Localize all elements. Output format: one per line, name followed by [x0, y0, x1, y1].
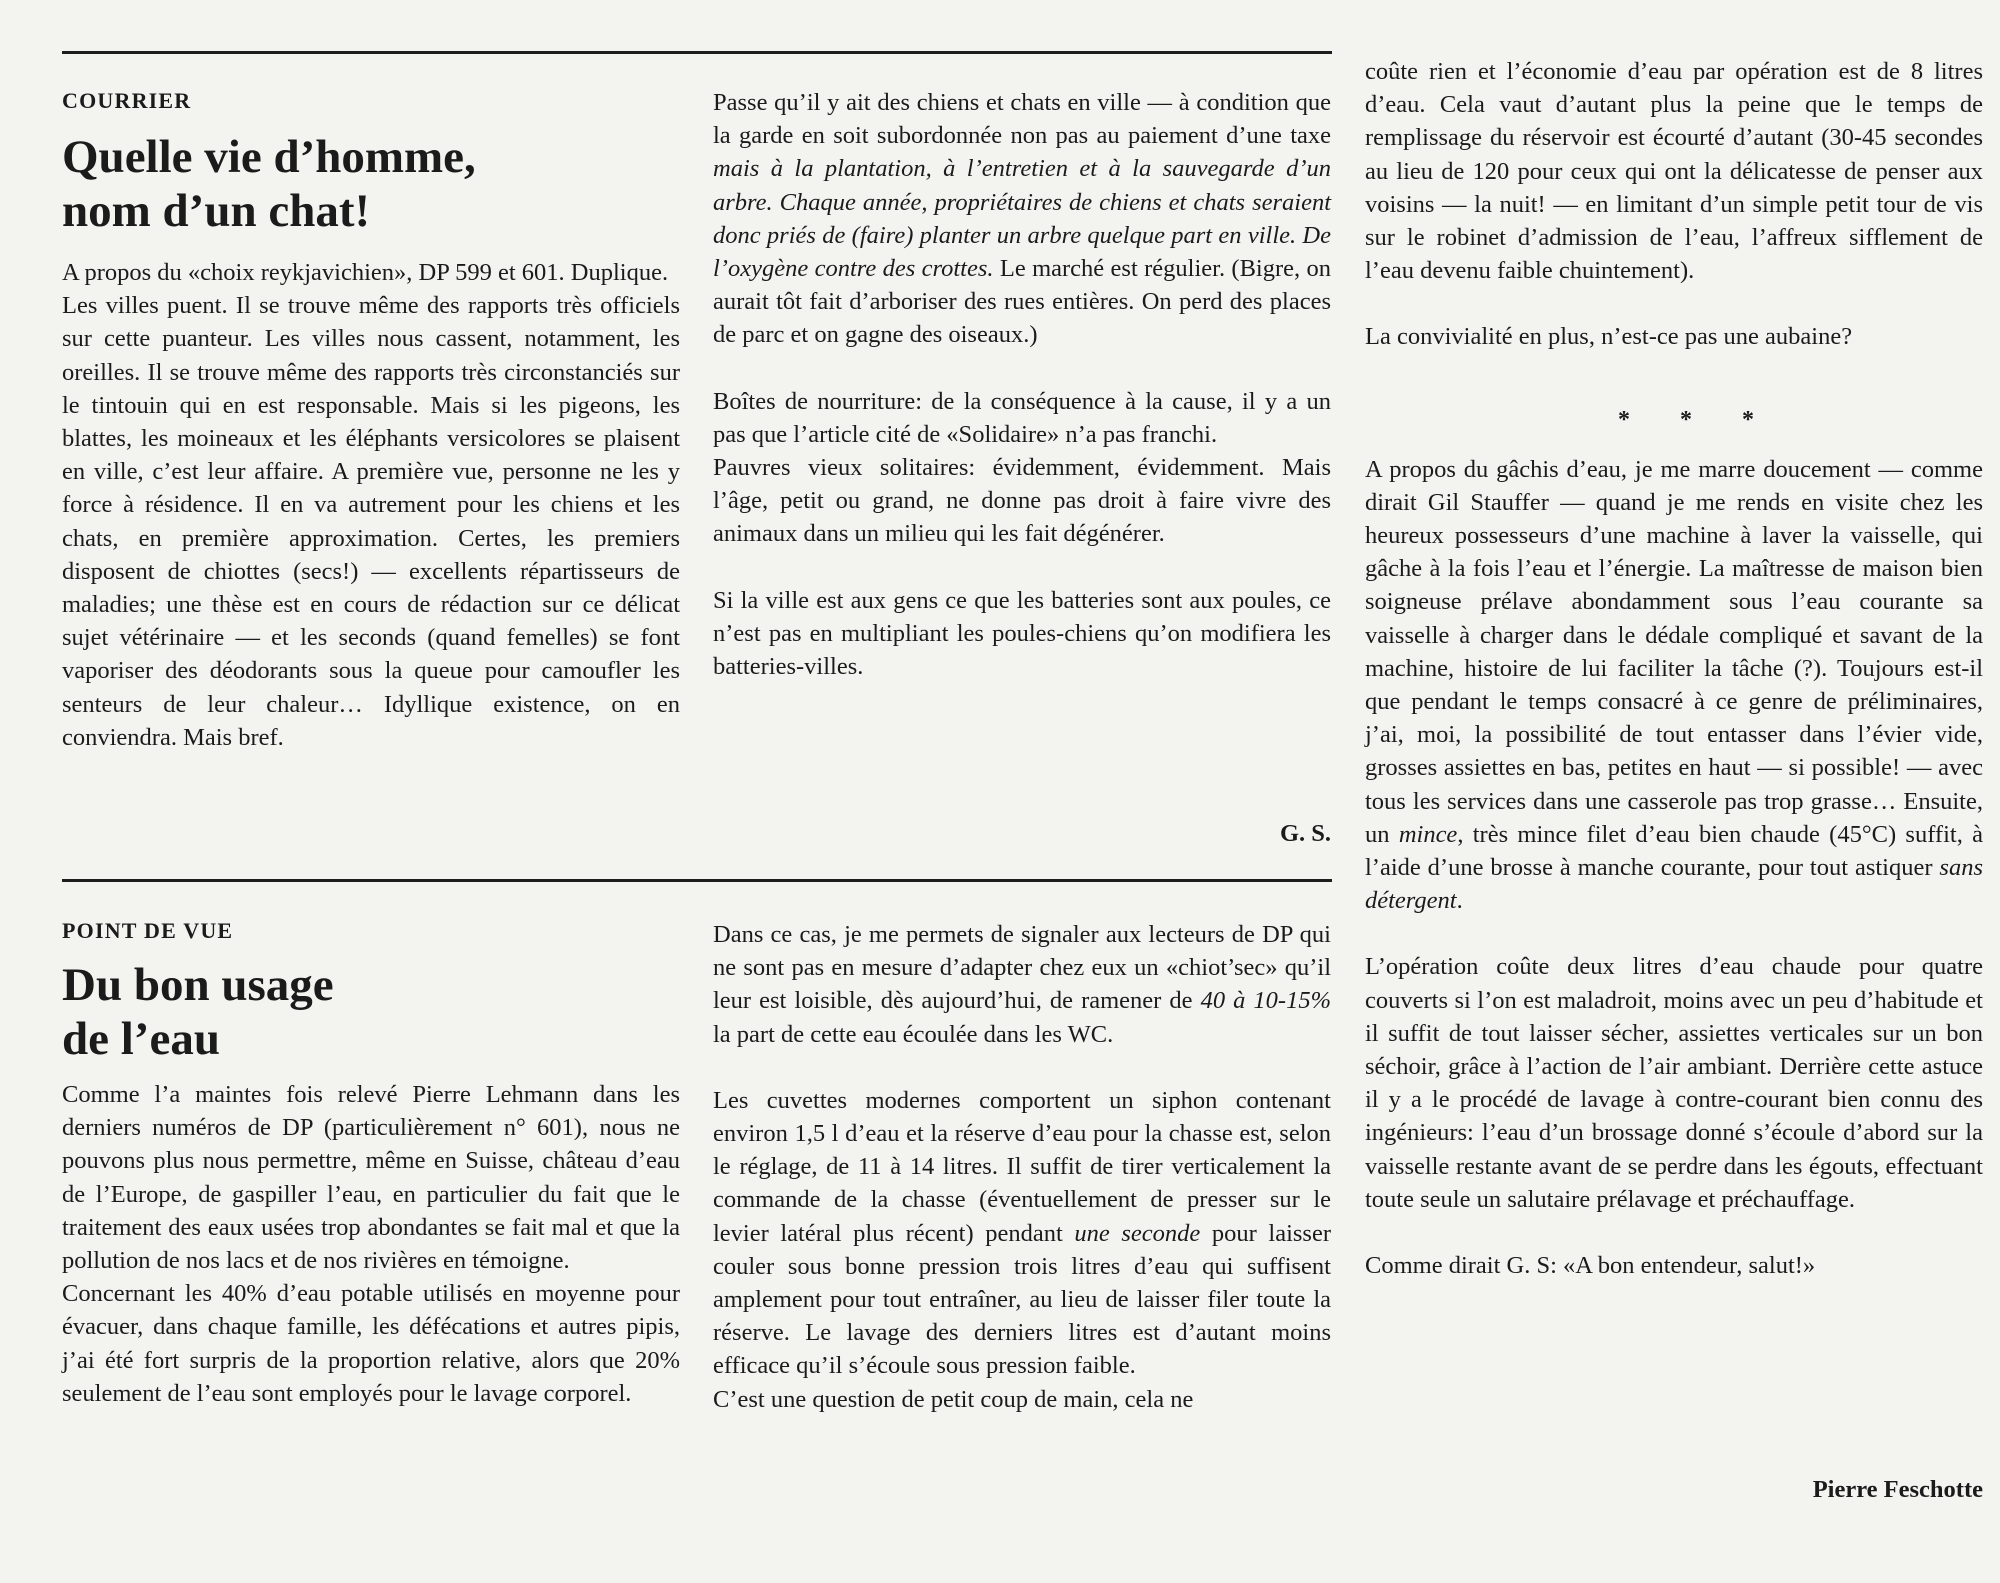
title-line-2: nom d’un chat! [62, 185, 371, 237]
paragraph: Comme l’a maintes fois relevé Pierre Lehmann dans les derniers numéros de DP (particulièrement n° 601), nous ne pouvons plus nous permettre, même en Suisse, château d’eau de l’Europe, de gaspiller l’eau, en particulier du fait que le traitement des eaux usées trop abondantes se fait mal et que la pollution de nos lacs et de nos rivières en témoigne. [62, 1081, 680, 1275]
section-divider-stars: * * * [1618, 407, 1776, 433]
paragraph: La convivialité en plus, n’est-ce pas une aubaine? [1365, 323, 1853, 351]
paragraph: coûte rien et l’économie d’eau par opération est de 8 litres d’eau. Cela vaut d’autant plus la peine que le temps de remplissage du réservoir est écourté d’autant (30-45 secondes au lieu de 120 pour ceux qui ont la délicatesse de penser aux voisins — la nuit! — en limitant d’un simple petit tour de vis sur le robinet d’admission de l’eau, l’affreux sifflement de l’eau devenu faible chuintement). [1365, 58, 1983, 285]
paragraph: Les villes puent. Il se trouve même des rapports très officiels sur cette puanteur. Les villes nous cassent, notamment, les oreilles. Il se trouve même des rapports très circonstanciés sur le tintouin qui en est responsable. Mais si les pigeons, les blattes, les moineaux et les éléphants versicolores se plaisent en ville, c’est leur affaire. A première vue, personne ne les y force à résidence. Il en va autrement pour les chiens et les chats, en première approximation. Certes, les premiers disposent de chiottes (secs!) — excellents répartisseurs de maladies; une thèse est en cours de rédaction sur ce délicat sujet vétérinaire — et les seconds (quand femelles) se font vaporiser des déodorants sous la queue pour camoufler les senteurs de leur chaleur… Idyllique existence, on en conviendra. Mais bref. [62, 292, 680, 751]
paragraph: L’opération coûte deux litres d’eau chaude pour quatre couverts si l’on est maladroit, moins avec un peu d’habitude et il suffit de tout laisser sécher, assiettes verticales sur un bon séchoir, grâce à l’action de l’air ambiant. Derrière cette astuce il y a le procédé de lavage à contre-courant bien connu des ingénieurs: l’eau d’un brossage donné s’écoule d’abord sur la vaisselle restante avant de se perdre dans les égouts, effectuant toute seule un salutaire prélavage et préchauffage. [1365, 953, 1983, 1213]
paragraph: Boîtes de nourriture: de la conséquence à la cause, il y a un pas que l’article cité de «Solidaire» n’a pas franchi. [713, 387, 1331, 448]
paragraph [713, 918, 1331, 1051]
signature-gs: G. S. [1279, 820, 1331, 847]
text-run: . [1456, 887, 1463, 915]
article1-column-2 [713, 86, 1331, 683]
paragraph: Pauvres vieux solitaires: évidemment, évidemment. Mais l’âge, petit ou grand, ne donne pas droit à faire vivre des animaux dans un milieu qui les fait dégénérer. [713, 454, 1331, 548]
article-title-chat [62, 130, 662, 238]
italic-text: une seconde [1074, 1219, 1201, 1247]
paragraph: Comme dirait G. S: «A bon entendeur, salut!» [1365, 1252, 1816, 1280]
text-run: Le marché est régulier. (Bigre, on aurait tôt fait d’arboriser des rues entières. On perd des places de parc et on gagne des oiseaux.) [713, 255, 1331, 349]
paragraph: A propos du «choix reykjavichien», DP 599 et 601. Duplique. [62, 259, 669, 286]
article2-column-3 [1365, 55, 1983, 1282]
text-run: la part de cette eau écoulée dans les WC. [713, 1020, 1114, 1048]
section-label-courrier: COURRIER [62, 88, 192, 113]
title-line-1: Quelle vie d’homme, [62, 131, 476, 183]
text-run: Passe qu’il y ait des chiens et chats en ville — à condition que la garde en soit subordonnée non pas au paiement d’une taxe [713, 89, 1331, 150]
text-run: , très mince filet d’eau bien chaude (45°C) suffit, à l’aide d’une brosse à manche courante, pour tout astiquer [1365, 820, 1984, 882]
italic-text: mais à la plantation, à l’entretien et à la sauvegarde d’un arbre. Chaque année, propriétaires de chiens et chats seraient donc priés de (faire) planter un arbre quelque part en ville. De l’oxygène contre des crottes. [713, 155, 1331, 283]
article-title-eau [62, 958, 662, 1066]
paragraph: Concernant les 40% d’eau potable utilisés en moyenne pour évacuer, dans chaque famille, les défécations et autres pipis, j’ai été fort surpris de la proportion relative, alors que 20% seulement de l’eau sont employés pour le lavage corporel. [62, 1280, 680, 1407]
italic-text: 40 à 10-15% [1200, 987, 1331, 1015]
signature-feschotte: Pierre Feschotte [1812, 1476, 1983, 1503]
paragraph [713, 1084, 1331, 1383]
paragraph: C’est une question de petit coup de main, cela ne [713, 1385, 1194, 1413]
article2-column-1 [62, 1078, 680, 1410]
title-line-2: de l’eau [62, 1013, 220, 1065]
text-run: Dans ce cas, je me permets de signaler aux lecteurs de DP qui ne sont pas en mesure d’adapter chez eux un «chiot’sec» qu’il leur est loisible, dès aujourd’hui, de ramener de [713, 921, 1331, 1015]
paragraph [713, 86, 1331, 352]
article2-column-2 [713, 918, 1331, 1416]
title-line-1: Du bon usage [62, 959, 334, 1011]
text-run: Les cuvettes modernes comportent un siphon contenant environ 1,5 l d’eau et la réserve d’eau pour la chasse est, selon le réglage, de 11 à 14 litres. Il suffit de tirer verticalement la commande de la chasse (éventuellement de presser sur le levier latéral plus récent) pendant [713, 1086, 1331, 1247]
text-run: pour laisser couler sous bonne pression trois litres d’eau qui suffisent amplement pour tout entraîner, au lieu de laisser filer toute la réserve. Le lavage des derniers litres est d’autant moins efficace qu’il s’écoule sous pression faible. [713, 1219, 1331, 1380]
text-run: A propos du gâchis d’eau, je me marre doucement — comme dirait Gil Stauffer — quand je me rends en visite chez les heureux possesseurs d’une machine à laver la vaisselle, qui gâche à la fois l’eau et l’énergie. La maîtresse de maison bien soigneuse prélave abondamment sous l’eau courante sa vaisselle à charger dans le dédale compliqué et savant de la machine, histoire de lui faciliter la tâche (?). Toujours est-il que pendant le temps consacré à ce genre de préliminaires, j’ai, moi, la possibilité de tout entasser dans l’évier vide, grosses assiettes en bas, petites en haut — si possible! — avec tous les services dans une casserole pas trop grasse… Ensuite, un [1365, 455, 1983, 848]
section-label-point-de-vue: POINT DE VUE [62, 918, 234, 943]
article1-column-1 [62, 256, 680, 754]
top-rule [62, 51, 1332, 54]
italic-text: mince [1398, 820, 1458, 848]
paragraph [1365, 453, 1983, 918]
paragraph: Si la ville est aux gens ce que les batteries sont aux poules, ce n’est pas en multipliant les poules-chiens qu’on modifiera les batteries-villes. [713, 586, 1331, 681]
middle-rule [62, 879, 1332, 882]
italic-text: sans détergent [1365, 854, 1983, 915]
